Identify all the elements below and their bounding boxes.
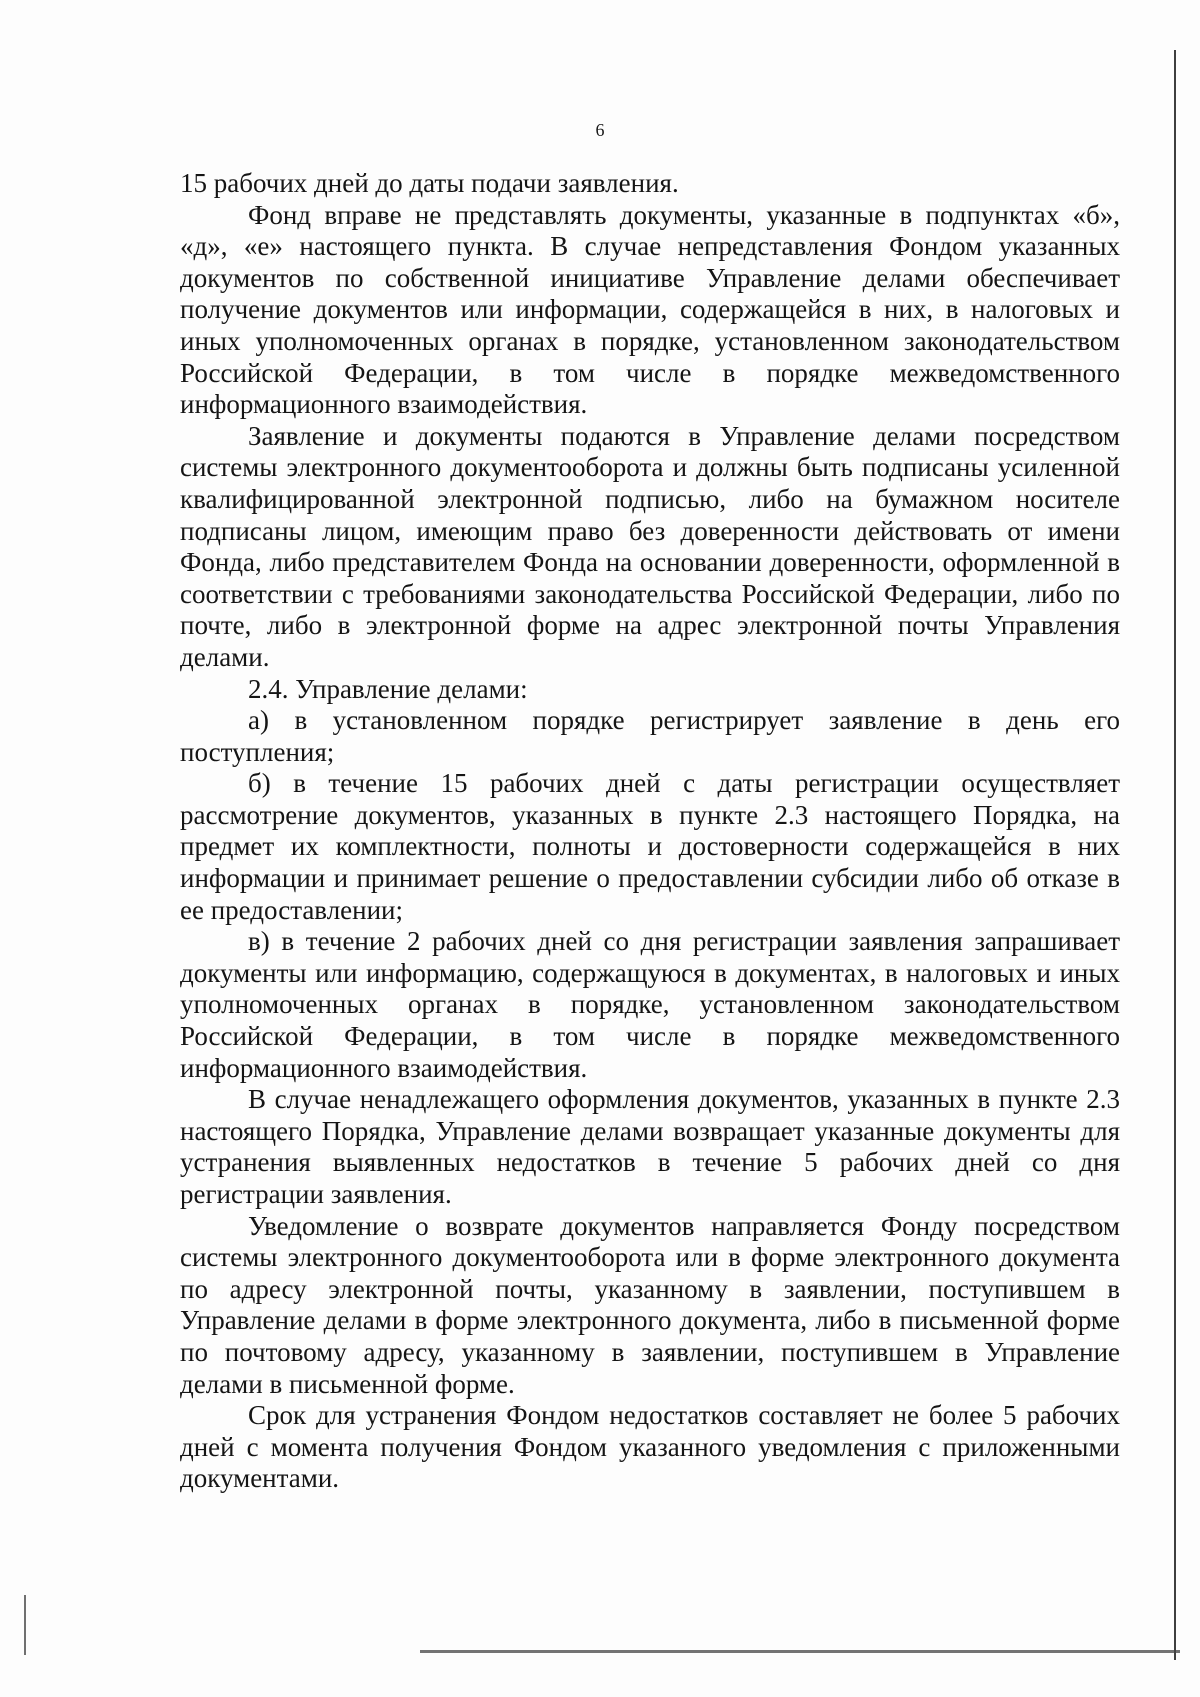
scan-edge-line	[1174, 50, 1176, 1660]
paragraph: Уведомление о возврате документов направляется Фонду посредством системы электронного документооборота или в форме электронного документа по адресу электронной почты, указанному в заявлении, поступившем в Управление делами в форме электронного документа, либо в письменной форме по почтовому адресу, указанному в заявлении, поступившем в Управление делами в письменной форме.	[180, 1210, 1120, 1399]
page-number: 6	[595, 120, 605, 140]
paragraph: 15 рабочих дней до даты подачи заявления.	[180, 168, 679, 198]
section-heading: 2.4. Управление делами:	[248, 673, 528, 704]
scan-edge-line	[24, 1595, 26, 1655]
paragraph: Срок для устранения Фондом недостатков составляет не более 5 рабочих дней с момента получения Фондом указанного уведомления с приложенными документами.	[180, 1400, 1120, 1494]
paragraph: Фонд вправе не представлять документы, указанные в подпунктах «б», «д», «е» настоящего пункта. В случае непредставления Фондом указанных документов по собственной инициативе Управление делами обеспечивает получение документов или информации, содержащейся в них, в налоговых и иных уполномоченных органах в порядке, установленном законодательством Российской Федерации, в том числе в порядке межведомственного информационного взаимодействия.	[180, 199, 1120, 420]
document-body	[180, 168, 1120, 1495]
list-item: а) в установленном порядке регистрирует заявление в день его поступления;	[180, 705, 1120, 767]
paragraph: Заявление и документы подаются в Управление делами посредством системы электронного документооборота и должны быть подписаны усиленной квалифицированной электронной подписью, либо на бумажном носителе подписаны лицом, имеющим право без доверенности действовать от имени Фонда, либо представителем Фонда на основании доверенности, оформленной в соответствии с требованиями законодательства Российской Федерации, либо по почте, либо в электронной форме на адрес электронной почты Управления делами.	[180, 420, 1120, 672]
scan-edge-line	[420, 1650, 1180, 1653]
list-item: в) в течение 2 рабочих дней со дня регистрации заявления запрашивает документы или информацию, содержащуюся в документах, в налоговых и иных уполномоченных органах в порядке, установленном законодательством Российской Федерации, в том числе в порядке межведомственного информационного взаимодействия.	[180, 926, 1120, 1083]
list-item: б) в течение 15 рабочих дней с даты регистрации осуществляет рассмотрение документов, указанных в пункте 2.3 настоящего Порядка, на предмет их комплектности, полноты и достоверности содержащейся в них информации и принимает решение о предоставлении субсидии либо об отказе в ее предоставлении;	[180, 768, 1120, 925]
paragraph: В случае ненадлежащего оформления документов, указанных в пункте 2.3 настоящего Порядка, Управление делами возвращает указанные документы для устранения выявленных недостатков в течение 5 рабочих дней со дня регистрации заявления.	[180, 1084, 1120, 1209]
